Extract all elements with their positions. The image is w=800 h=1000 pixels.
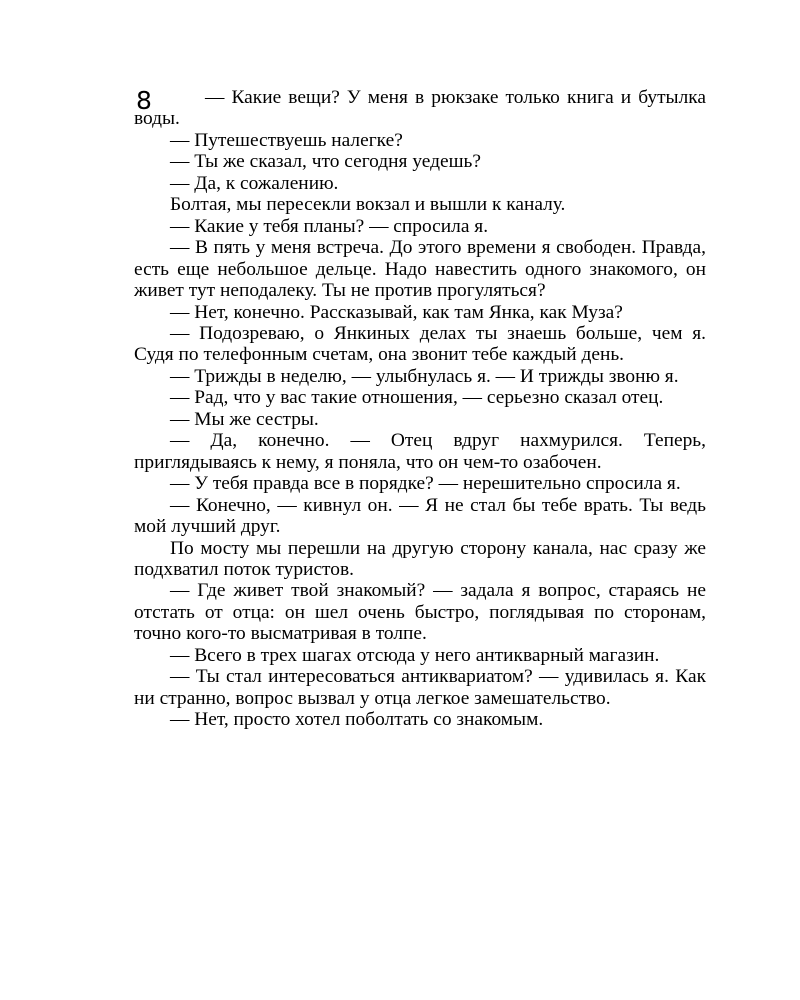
- paragraph: — Подозреваю, о Янкиных делах ты знаешь больше, чем я. Судя по телефонным счетам, она звонит тебе каждый день.: [134, 322, 706, 366]
- paragraph: Болтая, мы пересекли вокзал и вышли к каналу.: [170, 194, 566, 216]
- page-number: 8: [136, 86, 152, 115]
- body-text: [134, 87, 706, 731]
- paragraph: — Какие у тебя планы? — спросила я.: [170, 215, 489, 237]
- paragraph: — Нет, просто хотел поболтать со знакомым.: [170, 709, 544, 731]
- paragraph: — Путешествуешь налегке?: [170, 129, 403, 151]
- paragraph: — Конечно, — кивнул он. — Я не стал бы тебе врать. Ты ведь мой лучший друг.: [134, 494, 706, 538]
- paragraph: — Всего в трех шагах отсюда у него антикварный магазин.: [170, 644, 660, 666]
- paragraph: — Мы же сестры.: [170, 408, 319, 430]
- paragraph: — Да, конечно. — Отец вдруг нахмурился. Теперь, приглядываясь к нему, я поняла, что он чем-то озабочен.: [134, 430, 706, 473]
- paragraph: — В пять у меня встреча. До этого времени я свободен. Правда, есть еще небольшое дельце. Надо навестить одного знакомого, он живет тут неподалеку. Ты не против прогуляться?: [134, 237, 706, 302]
- paragraph: — Трижды в неделю, — улыбнулась я. — И трижды звоню я.: [170, 365, 679, 387]
- paragraph: По мосту мы перешли на другую сторону канала, нас сразу же подхватил поток туристов.: [134, 537, 706, 580]
- paragraph: — Где живет твой знакомый? — задала я вопрос, стараясь не отстать от отца: он шел очень быстро, поглядывая по сторонам, точно кого-то высматривая в толпе.: [134, 580, 706, 645]
- paragraph: — Да, к сожалению.: [170, 172, 339, 194]
- paragraph: — Какие вещи? У меня в рюкзаке только книга и бутылка воды.: [134, 87, 706, 130]
- paragraph: — Ты же сказал, что сегодня уедешь?: [170, 151, 481, 173]
- paragraph: — Нет, конечно. Рассказывай, как там Янка, как Муза?: [170, 301, 623, 323]
- paragraph: — Рад, что у вас такие отношения, — серьезно сказал отец.: [170, 387, 664, 409]
- paragraph: — У тебя правда все в порядке? — нерешительно спросила я.: [170, 473, 681, 495]
- paragraph: — Ты стал интересоваться антиквариатом? — удивилась я. Как ни странно, вопрос вызвал у отца легкое замешательство.: [134, 666, 706, 709]
